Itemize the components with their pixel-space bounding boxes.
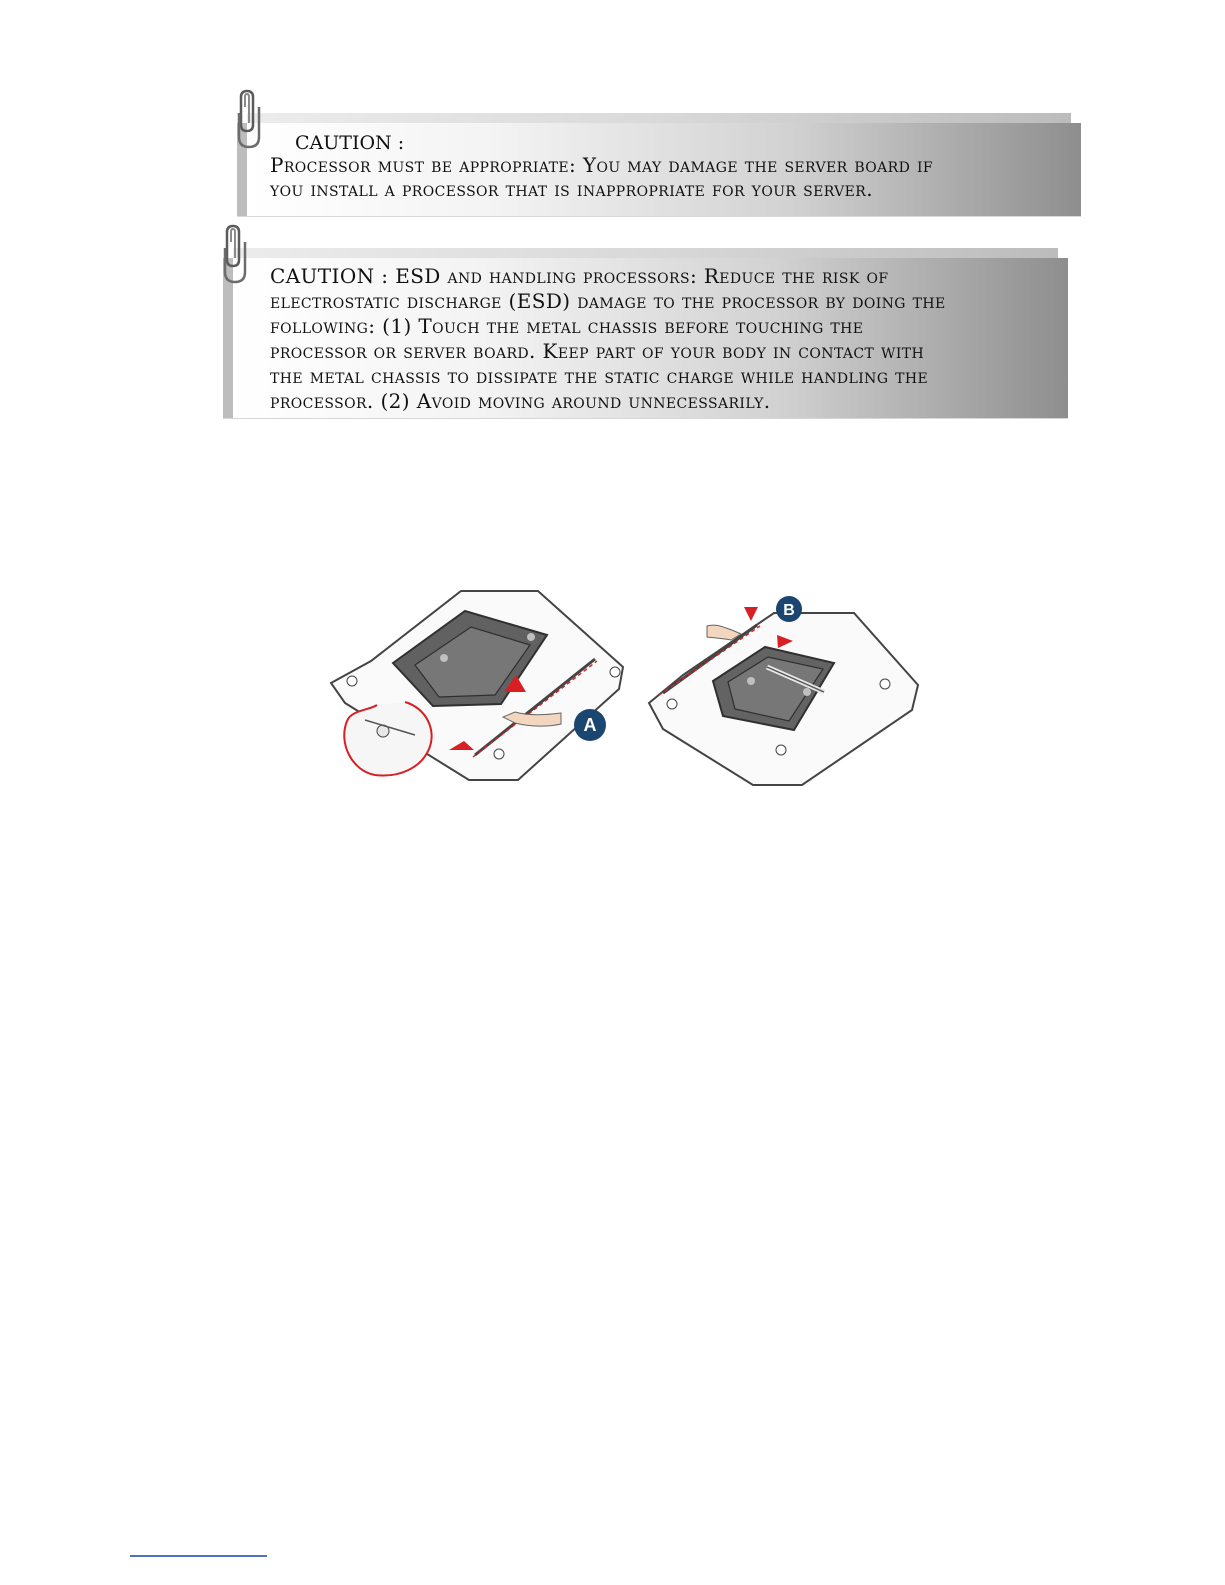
caution-message: Processor must be appropriate: You may damage the server board if you install a processor that is inappropriate for your server. — [270, 153, 934, 201]
socket-right — [649, 596, 918, 785]
label-b: B — [783, 602, 795, 619]
socket-left — [331, 591, 623, 780]
caution-box-esd-handling — [223, 258, 1068, 418]
paperclip-icon — [217, 224, 253, 286]
paperclip-icon — [231, 89, 267, 151]
caution-title: CAUTION : — [295, 132, 405, 154]
label-a: A — [583, 715, 597, 735]
caution-box-processor-compatibility — [237, 123, 1081, 216]
footer-link-underline — [130, 1555, 267, 1557]
caution-message: CAUTION : ESD and handling processors: Reduce the risk of electrostatic discharge (ESD) damage to the processor by doing the following: (1) Touch the metal chassis before touching the processor or server board. Keep part of your body in contact with the metal chassis to dissipate the static charge while handling the processor. (2) Avoid moving around unnecessarily. — [270, 264, 946, 413]
processor-socket-illustration — [323, 585, 933, 790]
